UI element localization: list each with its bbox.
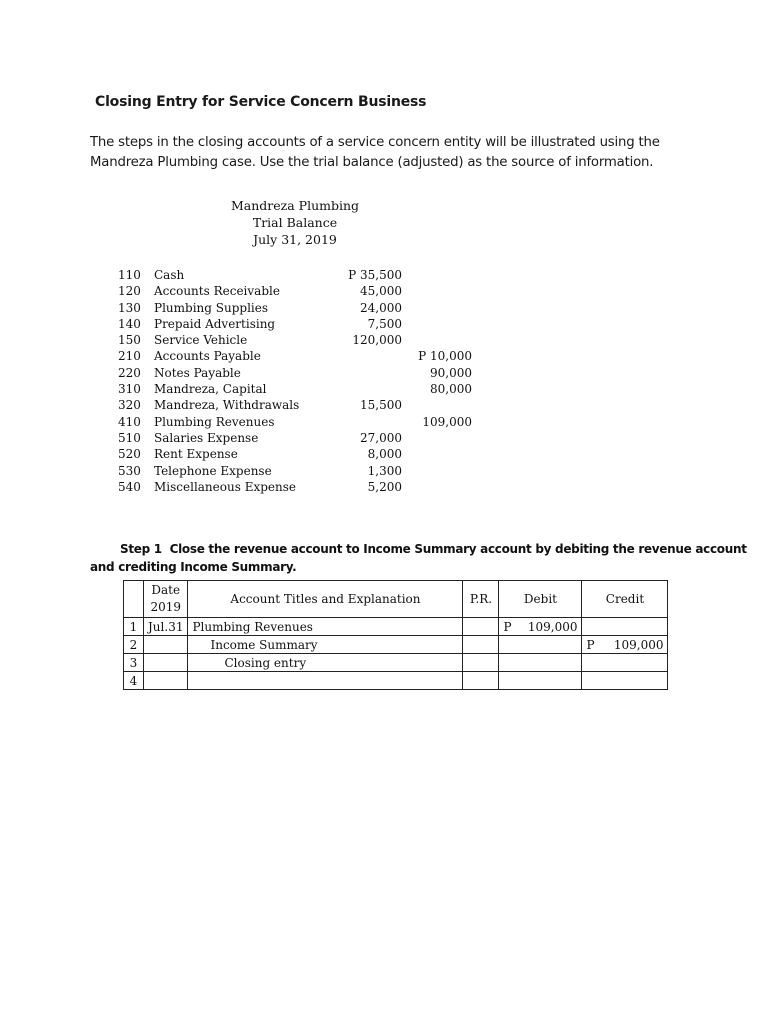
currency-mark: P bbox=[586, 637, 595, 652]
step-1-label: Step 1 bbox=[120, 542, 162, 556]
account-number: 130 bbox=[118, 300, 141, 315]
journal-header-date bbox=[144, 581, 188, 618]
debit-amount: 45,000 bbox=[360, 284, 402, 299]
journal-row bbox=[124, 672, 668, 690]
intro-paragraph bbox=[90, 133, 690, 173]
journal-header-debit: Debit bbox=[499, 581, 582, 618]
journal-row-number: 2 bbox=[124, 636, 144, 654]
credit-amount: 109,000 bbox=[613, 637, 664, 652]
credit-amount: P 10,000 bbox=[418, 349, 472, 364]
journal-row-credit bbox=[582, 654, 668, 672]
trial-balance-row bbox=[118, 283, 478, 299]
trial-balance-list bbox=[118, 267, 478, 495]
step-1-text-line-2: and crediting Income Summary. bbox=[90, 560, 297, 574]
account-name: Salaries Expense bbox=[154, 430, 259, 445]
trial-balance-row bbox=[118, 348, 478, 364]
journal-row-pr bbox=[463, 672, 499, 690]
trial-balance-row bbox=[118, 463, 478, 479]
journal-row-debit bbox=[499, 672, 582, 690]
journal-row bbox=[124, 636, 668, 654]
journal-row-number: 3 bbox=[124, 654, 144, 672]
journal-header-credit: Credit bbox=[582, 581, 668, 618]
account-name: Rent Expense bbox=[154, 447, 238, 462]
trial-balance-row bbox=[118, 397, 478, 413]
account-number: 530 bbox=[118, 463, 141, 478]
debit-amount: P 35,500 bbox=[348, 268, 402, 282]
account-number: 210 bbox=[118, 349, 141, 364]
debit-amount: 27,000 bbox=[360, 430, 402, 445]
journal-row-date: Jul.31 bbox=[144, 618, 188, 636]
account-number: 120 bbox=[118, 284, 141, 299]
account-name: Prepaid Advertising bbox=[154, 316, 276, 331]
journal-row bbox=[124, 654, 668, 672]
tb-company: Mandreza Plumbing bbox=[230, 198, 360, 213]
credit-amount: 90,000 bbox=[430, 365, 472, 380]
trial-balance-row bbox=[118, 381, 478, 397]
step-1-text-line-1: Close the revenue account to Income Summary account by debiting the revenue account bbox=[169, 542, 747, 556]
journal-header-row bbox=[124, 581, 668, 618]
account-number: 520 bbox=[118, 447, 141, 462]
page-heading: Closing Entry for Service Concern Business bbox=[95, 94, 427, 110]
debit-amount: 15,500 bbox=[360, 398, 402, 413]
journal-row-date bbox=[144, 654, 188, 672]
journal-row-pr bbox=[463, 618, 499, 636]
journal-row-date bbox=[144, 636, 188, 654]
journal-header-date-line-1: Date bbox=[151, 583, 181, 597]
account-number: 310 bbox=[118, 382, 141, 397]
tb-title: Trial Balance bbox=[252, 215, 338, 230]
trial-balance-row bbox=[118, 316, 478, 332]
account-number: 510 bbox=[118, 430, 141, 445]
currency-mark: P bbox=[503, 619, 512, 634]
journal-row-debit bbox=[499, 654, 582, 672]
step-1-instruction bbox=[90, 540, 747, 576]
trial-balance-row bbox=[118, 446, 478, 462]
journal-header-number bbox=[124, 581, 144, 618]
debit-amount: 120,000 bbox=[352, 333, 402, 348]
account-name: Accounts Receivable bbox=[154, 284, 280, 299]
journal-row-title bbox=[188, 672, 463, 690]
account-name: Notes Payable bbox=[154, 365, 241, 380]
account-name: Telephone Expense bbox=[154, 463, 272, 478]
journal-row bbox=[124, 618, 668, 636]
account-number: 110 bbox=[118, 268, 141, 282]
credit-amount: 109,000 bbox=[422, 414, 472, 429]
journal-row-title: Plumbing Revenues bbox=[188, 618, 463, 636]
journal-row-number: 4 bbox=[124, 672, 144, 690]
journal-row-debit bbox=[499, 618, 582, 636]
account-number: 540 bbox=[118, 479, 141, 494]
debit-amount: 109,000 bbox=[527, 619, 578, 634]
tb-date: July 31, 2019 bbox=[253, 232, 337, 247]
account-number: 140 bbox=[118, 316, 141, 331]
journal-header-titles: Account Titles and Explanation bbox=[188, 581, 463, 618]
journal-row-date bbox=[144, 672, 188, 690]
journal-header-pr: P.R. bbox=[463, 581, 499, 618]
trial-balance-row bbox=[118, 332, 478, 348]
trial-balance-row bbox=[118, 300, 478, 316]
credit-amount: 80,000 bbox=[430, 382, 472, 397]
account-number: 320 bbox=[118, 398, 141, 413]
journal-row-credit bbox=[582, 672, 668, 690]
intro-line-2: Mandreza Plumbing case. Use the trial balance (adjusted) as the source of information. bbox=[90, 155, 654, 170]
account-name: Mandreza, Capital bbox=[154, 382, 267, 397]
account-number: 220 bbox=[118, 365, 141, 380]
intro-line-1: The steps in the closing accounts of a service concern entity will be illustrated using the bbox=[90, 135, 660, 150]
debit-amount: 5,200 bbox=[367, 479, 402, 494]
trial-balance-row bbox=[118, 365, 478, 381]
trial-balance-row bbox=[118, 414, 478, 430]
trial-balance-header bbox=[225, 197, 365, 248]
journal-row-pr bbox=[463, 654, 499, 672]
trial-balance-row bbox=[118, 430, 478, 446]
account-name: Miscellaneous Expense bbox=[154, 479, 296, 494]
account-name: Plumbing Revenues bbox=[154, 414, 275, 429]
journal-row-title: Income Summary bbox=[188, 636, 463, 654]
journal-row-debit bbox=[499, 636, 582, 654]
debit-amount: 1,300 bbox=[367, 463, 402, 478]
journal-row-pr bbox=[463, 636, 499, 654]
journal-row-credit bbox=[582, 618, 668, 636]
trial-balance-row bbox=[118, 479, 478, 495]
debit-amount: 8,000 bbox=[367, 447, 402, 462]
account-number: 410 bbox=[118, 414, 141, 429]
journal-row-number: 1 bbox=[124, 618, 144, 636]
account-name: Cash bbox=[154, 268, 185, 282]
journal-row-title: Closing entry bbox=[188, 654, 463, 672]
debit-amount: 7,500 bbox=[367, 316, 402, 331]
journal-table bbox=[123, 580, 668, 690]
account-name: Service Vehicle bbox=[154, 333, 248, 348]
account-name: Accounts Payable bbox=[154, 349, 261, 364]
journal-row-credit bbox=[582, 636, 668, 654]
journal-header-date-line-2: 2019 bbox=[150, 600, 181, 614]
debit-amount: 24,000 bbox=[360, 300, 402, 315]
trial-balance-row bbox=[118, 267, 478, 283]
account-name: Plumbing Supplies bbox=[154, 300, 269, 315]
account-number: 150 bbox=[118, 333, 141, 348]
account-name: Mandreza, Withdrawals bbox=[154, 398, 300, 413]
